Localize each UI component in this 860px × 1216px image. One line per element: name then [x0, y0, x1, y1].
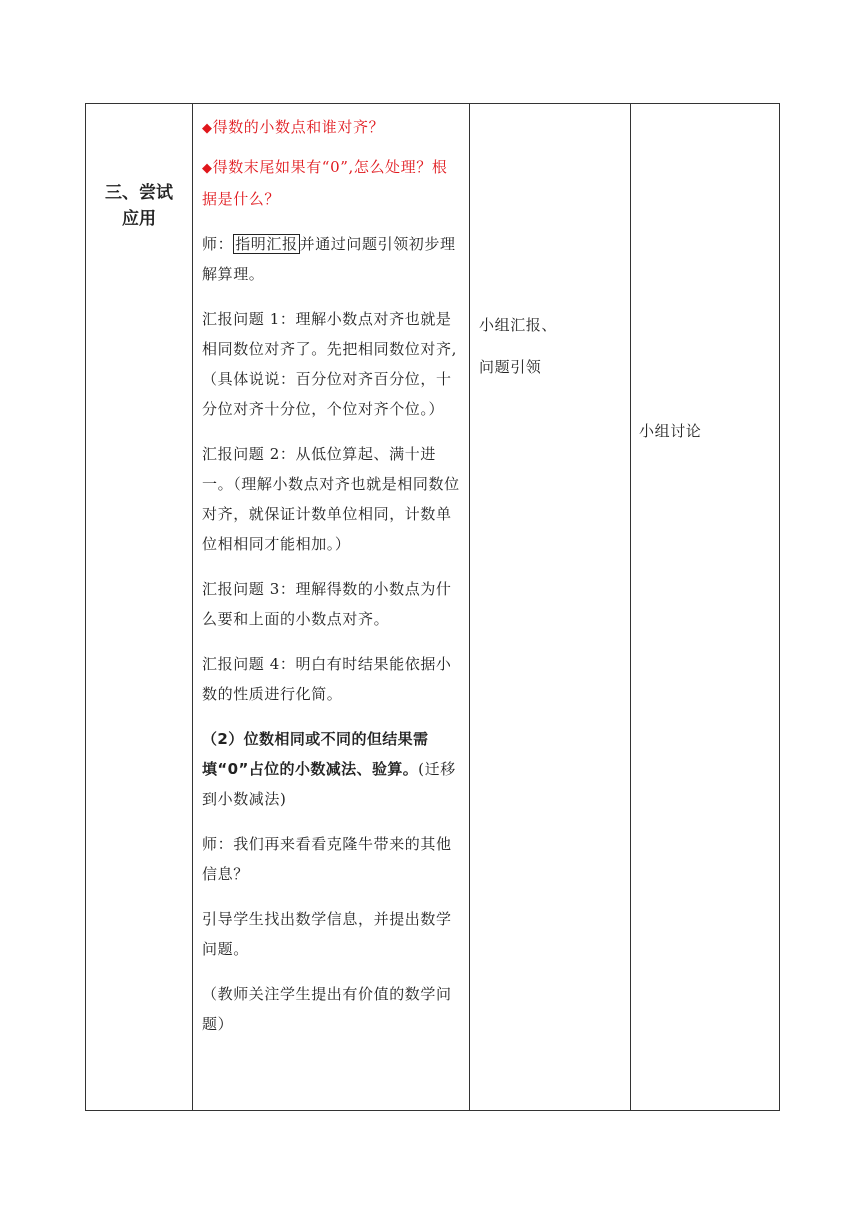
stage-title-line2: 应用: [122, 209, 156, 229]
question-text: 得数末尾如果有“0”,怎么处理？根据是什么？: [202, 158, 448, 208]
teacher-question: 师：我们再来看看克隆牛带来的其他信息？: [202, 835, 452, 883]
method-text: [470, 310, 630, 382]
method-cell: [470, 104, 631, 1111]
report-item: 汇报问题 2：从低位算起、满十进一。（理解小数点对齐也就是相同数位对齐，就保证计数单位相同，计数单位相相同才能相加。）: [202, 445, 460, 553]
teacher-label: 师：: [202, 235, 234, 253]
section-2-heading: [202, 724, 461, 814]
table-row: [86, 104, 780, 1111]
lesson-table: [85, 103, 780, 1111]
teacher-intro: [202, 229, 461, 289]
section-2-note: (迁移到小数减法): [202, 760, 456, 808]
student-activity-cell: [631, 104, 780, 1111]
stage-title-line1: 三、尝试: [105, 183, 173, 203]
boxed-phrase: 指明汇报: [235, 235, 298, 253]
report-item: 汇报问题 4：明白有时结果能依据小数的性质进行化简。: [202, 655, 452, 703]
stage-title: [86, 180, 192, 232]
teacher-activity-cell: [193, 104, 470, 1111]
method-line1: 小组汇报、: [479, 316, 558, 334]
teacher-intro-text: 并通过问题引领初步理解算理。: [202, 235, 456, 283]
diamond-bullet-icon: ◆: [202, 121, 213, 136]
guide-text: 引导学生找出数学信息，并提出数学问题。: [202, 910, 452, 958]
stage-cell: [86, 104, 193, 1111]
question-item: [202, 152, 461, 214]
student-activity-text: 小组讨论: [639, 422, 702, 440]
question-item: [202, 112, 461, 144]
section-2-bold: （2）位数相同或不同的但结果需填“0”占位的小数减法、验算。: [202, 730, 429, 778]
teacher-activity-content: [193, 104, 469, 1039]
question-text: 得数的小数点和谁对齐？: [212, 118, 385, 136]
report-item: 汇报问题 3：理解得数的小数点为什么要和上面的小数点对齐。: [202, 580, 452, 628]
teacher-note: （教师关注学生提出有价值的数学问题）: [202, 985, 452, 1033]
method-line2: 问题引领: [479, 358, 542, 376]
diamond-bullet-icon: ◆: [202, 161, 213, 176]
report-item: 汇报问题 1：理解小数点对齐也就是相同数位对齐了。先把相同数位对齐,（具体说说：百分位对齐百分位，十分位对齐十分位，个位对齐个位。）: [202, 310, 457, 418]
